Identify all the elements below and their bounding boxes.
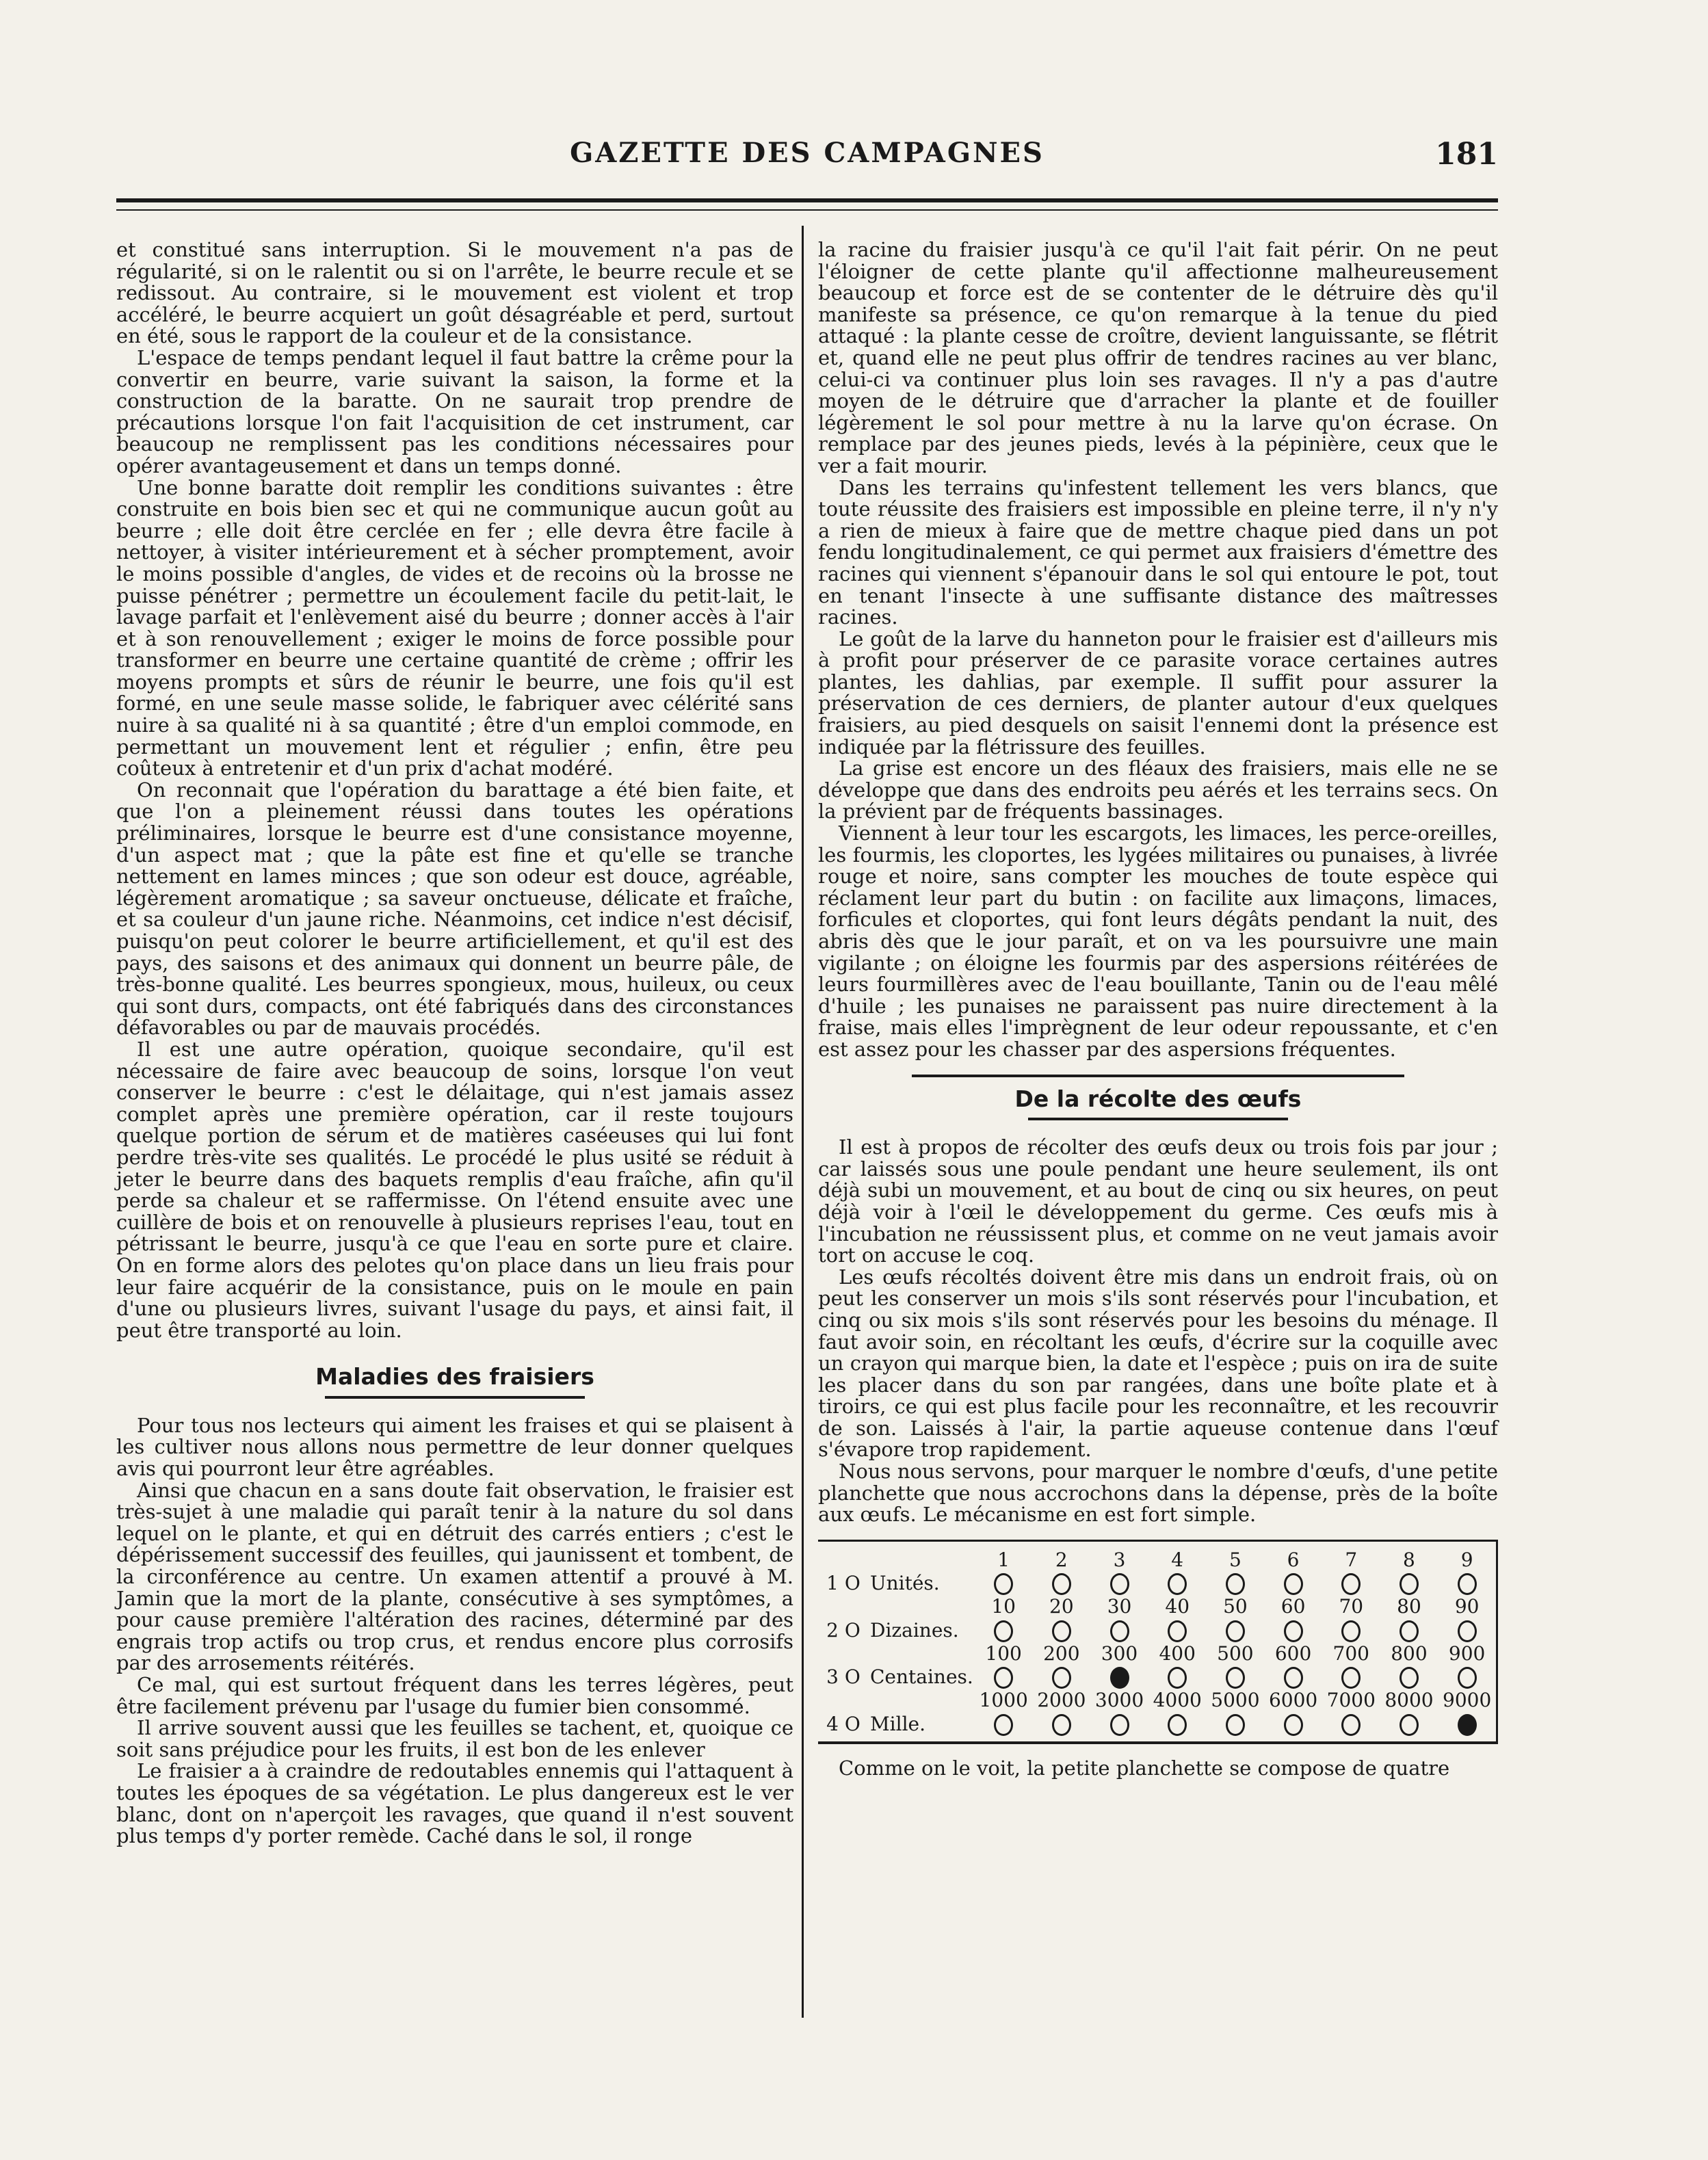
paragraph: Les œufs récoltés doivent être mis dans un endroit frais, où on peut les conserver un mois s'ils sont réservés pour l'incubation, et cinq ou six mois s'ils sont réservés pour les besoins du ménage. Il faut avoir soin, en récoltant les œufs, d'écrire sur la coquille avec un crayon qui marque bien, la date et l'espèce ; puis on ira de suite les placer dans du son par rangées, dans une boîte plate et à tiroirs, ce qui est plus facile pour les reconnaître, et les recouvrir de son. Laissés à l'air, la partie aqueuse contenue dans l'œuf s'évapore trop rapidement. bbox=[818, 1265, 1498, 1462]
place-value-number: 400 bbox=[1159, 1642, 1196, 1665]
peg-hole-cell bbox=[1380, 1665, 1438, 1689]
peg-hole-cell bbox=[1207, 1618, 1265, 1642]
peg-hole-icon bbox=[1052, 1667, 1071, 1689]
place-value-number: 100 bbox=[985, 1642, 1022, 1665]
paragraph: Ainsi que chacun en a sans doute fait observation, le fraisier est très-sujet à une maladie qui paraît tenir à la nature du sol dans lequel on le plante, et qui en détruit des carrés entiers ; c'est le dépérissement successif des feuilles, qui jaunissent et tombent, de la circonférence au centre. Un examen attentif a prouvé à M. Jamin que la mort de la plante, consécutive à ses symptômes, a pour cause première l'altération des racines, déterminé par des engrais trop actifs ou trop crus, et rendus encore plus corrosifs par des arrosements réitérés. bbox=[116, 1478, 793, 1675]
section-title-oeufs: De la récolte des œufs bbox=[1014, 1085, 1302, 1112]
footer-text: Comme on le voit, la petite planchette se compose de quatre bbox=[839, 1756, 1450, 1780]
place-value-number: 8000 bbox=[1384, 1689, 1434, 1712]
peg-hole-icon bbox=[1110, 1714, 1129, 1736]
paragraph: La grise est encore un des fléaux des fraisiers, mais elle ne se développe que dans des endroits peu aérés et les terrains secs. On la prévient par de fréquents bassinages. bbox=[818, 756, 1498, 824]
peg-hole-icon bbox=[1400, 1714, 1419, 1736]
place-value-number: 600 bbox=[1274, 1642, 1312, 1665]
peg-hole-icon bbox=[1168, 1573, 1187, 1595]
column-divider bbox=[802, 226, 804, 2018]
place-value-number: 9 bbox=[1460, 1548, 1473, 1571]
place-value-number: 80 bbox=[1397, 1595, 1421, 1618]
row-id: 3 O bbox=[826, 1665, 860, 1689]
section-rule bbox=[1028, 1118, 1288, 1120]
peg-hole-cell bbox=[1438, 1572, 1496, 1596]
paragraph: et constitué sans interruption. Si le mouvement n'a pas de régularité, si on le ralentit ou si on l'arrête, le beurre recule et se redissout. Au contraire, si le mouvement est violent et trop accéléré, le beurre acquiert un goût désagréable et perd, surtout en été, sous le rapport de la couleur et de la consistance. bbox=[116, 238, 793, 348]
peg-hole-cell bbox=[1322, 1712, 1380, 1736]
place-value-number: 700 bbox=[1332, 1642, 1369, 1665]
counts-table bbox=[818, 1549, 1496, 1736]
peg-hole-cell bbox=[1380, 1712, 1438, 1736]
place-value-number: 2 bbox=[1055, 1548, 1068, 1571]
table-row-circles bbox=[818, 1712, 1496, 1736]
place-value-number: 2000 bbox=[1037, 1689, 1086, 1712]
row-label-spacer bbox=[869, 1642, 975, 1665]
place-value-number: 6 bbox=[1287, 1548, 1300, 1571]
paragraph: Nous nous servons, pour marquer le nombre d'œufs, d'une petite planchette que nous accrochons dans la dépense, près de la boîte aux œufs. Le mécanisme en est fort simple. bbox=[818, 1460, 1498, 1527]
paragraph: Une bonne baratte doit remplir les conditions suivantes : être construite en bois bien sec et qui ne communique aucun goût au beurre ; elle doit être cerclée en fer ; elle devra être facile à nettoyer, à visiter intérieurement et à sécher promptement, avoir le moins possible d'angles, de vides et de recoins où la brosse ne puisse pénétrer ; permettre un écoulement facile du petit-lait, le lavage parfait et l'enlèvement aisé du beurre ; donner accès à l'air et à son renouvellement ; exiger le moins de force possible pour transformer en beurre une certaine quantité de crème ; offrir les moyens prompts et sûrs de réunir le beurre, une fois qu'il est formé, en une seule masse solide, le fabriquer avec célérité sans nuire à sa qualité ni à sa quantité ; être d'un emploi commode, en permettant un mouvement lent et régulier ; enfin, être peu coûteux à entretenir et d'un prix d'achat modéré. bbox=[116, 475, 793, 780]
peg-hole-cell bbox=[1090, 1712, 1148, 1736]
place-value-number: 3000 bbox=[1094, 1689, 1144, 1712]
peg-hole-cell bbox=[1090, 1572, 1148, 1596]
peg-hole-icon bbox=[1284, 1714, 1303, 1736]
peg-filled-icon bbox=[1110, 1667, 1129, 1689]
peg-hole-cell bbox=[1033, 1618, 1091, 1642]
peg-hole-cell bbox=[1148, 1712, 1207, 1736]
row-label: Mille. bbox=[870, 1712, 926, 1735]
place-value-number: 6000 bbox=[1268, 1689, 1318, 1712]
paragraph: Il est à propos de récolter des œufs deux ou trois fois par jour ; car laissés sous une poule pendant une heure seulement, ils ont déjà subi un mouvement, et au bout de cinq ou six heures, on peut déjà voir à l'œil le développement du germe. Ces œufs mis à l'incubation ne réussissent plus, et comme on ne veut jamais avoir tort on accuse le coq. bbox=[818, 1135, 1498, 1267]
peg-hole-cell bbox=[975, 1572, 1033, 1596]
peg-hole-icon bbox=[1052, 1573, 1071, 1595]
peg-hole-icon bbox=[1168, 1714, 1187, 1736]
peg-hole-icon bbox=[1168, 1620, 1187, 1642]
paragraph: L'espace de temps pendant lequel il faut battre la crême pour la convertir en beurre, varie suivant la saison, la forme et la construction de la baratte. On ne saurait trop prendre de précautions lorsque l'on fait l'acquisition de cet instrument, car beaucoup ne remplissent pas les conditions nécessaires pour opérer avantageusement et dans un temps donné. bbox=[116, 345, 793, 477]
row-label: Dizaines. bbox=[870, 1618, 959, 1642]
place-value-number: 4 bbox=[1171, 1548, 1184, 1571]
peg-hole-cell bbox=[1207, 1712, 1265, 1736]
place-value-number: 8 bbox=[1403, 1548, 1415, 1571]
peg-hole-icon bbox=[1226, 1620, 1245, 1642]
row-id-spacer bbox=[818, 1595, 869, 1618]
peg-hole-icon bbox=[1052, 1714, 1071, 1736]
peg-hole-cell bbox=[1264, 1572, 1322, 1596]
place-value-number: 4000 bbox=[1153, 1689, 1202, 1712]
peg-hole-cell bbox=[1090, 1618, 1148, 1642]
peg-hole-cell bbox=[1207, 1665, 1265, 1689]
paragraph: Pour tous nos lecteurs qui aiment les fraises et qui se plaisent à les cultiver nous allons nous permettre de leur donner quelques avis qui pourront leur être agréables. bbox=[116, 1413, 793, 1481]
peg-hole-icon bbox=[1458, 1667, 1477, 1689]
peg-hole-icon bbox=[1110, 1620, 1129, 1642]
peg-hole-cell bbox=[1033, 1665, 1091, 1689]
peg-hole-icon bbox=[1052, 1620, 1071, 1642]
place-value-number: 5 bbox=[1229, 1548, 1241, 1571]
place-value-number: 30 bbox=[1107, 1595, 1132, 1618]
peg-hole-cell bbox=[975, 1665, 1033, 1689]
peg-hole-cell bbox=[1264, 1618, 1322, 1642]
peg-hole-cell bbox=[1148, 1572, 1207, 1596]
row-id: 4 O bbox=[826, 1712, 860, 1735]
page-number: 181 bbox=[1435, 137, 1498, 172]
peg-hole-cell bbox=[975, 1618, 1033, 1642]
peg-hole-icon bbox=[1341, 1667, 1361, 1689]
section-rule bbox=[325, 1396, 585, 1399]
peg-hole-cell bbox=[1438, 1618, 1496, 1642]
peg-hole-icon bbox=[1341, 1573, 1361, 1595]
peg-filled-icon bbox=[1458, 1714, 1477, 1736]
right-column bbox=[818, 239, 1498, 1779]
row-label-spacer bbox=[869, 1595, 975, 1618]
place-value-number: 90 bbox=[1454, 1595, 1480, 1618]
peg-hole-cell bbox=[1322, 1572, 1380, 1596]
peg-hole-cell bbox=[1148, 1665, 1207, 1689]
peg-hole-cell bbox=[1322, 1618, 1380, 1642]
peg-hole-icon bbox=[1400, 1667, 1419, 1689]
place-value-number: 7000 bbox=[1326, 1689, 1376, 1712]
paragraph: Viennent à leur tour les escargots, les limaces, les perce-oreilles, les fourmis, les cloportes, les lygées militaires ou punaises, à livrée rouge et noire, sans compter les mouches de toute espèce qui réclament leur part du butin : on facilite aux limaçons, limaces, forficules et cloportes, qui font leurs dégâts pendant la nuit, des abris dès que le jour paraît, et on va les poursuivre une main vigilante ; on éloigne les fourmis par des aspersions réitérées de leurs fourmillères avec de l'eau bouillante, Tanin ou de l'eau mêlé d'huile ; les punaises ne paraissent pas nuire directement à la fraise, mais elles l'imprègnent de leur odeur repoussante, et c'en est assez pour les chasser par des aspersions fréquentes. bbox=[818, 821, 1498, 1061]
peg-hole-icon bbox=[1226, 1573, 1245, 1595]
place-value-number: 50 bbox=[1223, 1595, 1248, 1618]
row-label-spacer bbox=[869, 1549, 975, 1572]
row-label-spacer bbox=[869, 1689, 975, 1712]
peg-hole-icon bbox=[1458, 1573, 1477, 1595]
place-value-number: 900 bbox=[1448, 1642, 1486, 1665]
place-value-number: 70 bbox=[1339, 1595, 1364, 1618]
peg-hole-icon bbox=[1400, 1620, 1419, 1642]
row-id-spacer bbox=[818, 1549, 869, 1572]
peg-hole-cell bbox=[1148, 1618, 1207, 1642]
place-value-number: 800 bbox=[1391, 1642, 1428, 1665]
place-value-number: 3 bbox=[1113, 1548, 1126, 1571]
place-value-number: 200 bbox=[1043, 1642, 1080, 1665]
peg-hole-cell bbox=[1090, 1665, 1148, 1689]
paragraph: Ce mal, qui est surtout fréquent dans les terres légères, peut être facilement prévenu par l'usage du fumier bien consommé. bbox=[116, 1673, 793, 1718]
place-value-number: 5000 bbox=[1211, 1689, 1260, 1712]
peg-hole-icon bbox=[1400, 1573, 1419, 1595]
paragraph: Le goût de la larve du hanneton pour le fraisier est d'ailleurs mis à profit pour préserver de ce parasite vorace certaines autres plantes, les dahlias, par exemple. Il suffit pour assurer la préservation de ces derniers, de planter autour d'eux quelques fraisiers, au pied desquels on saisit l'ennemi dont la présence est indiquée par la flétrissure des feuilles. bbox=[818, 627, 1498, 759]
place-value-number: 7 bbox=[1345, 1548, 1358, 1571]
peg-hole-icon bbox=[1284, 1573, 1303, 1595]
peg-hole-icon bbox=[994, 1573, 1013, 1595]
peg-hole-cell bbox=[1438, 1712, 1496, 1736]
place-value-number: 10 bbox=[991, 1595, 1016, 1618]
table-row-numbers bbox=[818, 1549, 1496, 1572]
place-value-number: 500 bbox=[1217, 1642, 1254, 1665]
peg-hole-icon bbox=[1341, 1620, 1361, 1642]
header-rule bbox=[116, 198, 1498, 211]
row-id-spacer bbox=[818, 1642, 869, 1665]
place-value-number: 300 bbox=[1101, 1642, 1138, 1665]
place-value-number: 1000 bbox=[979, 1689, 1028, 1712]
page-header bbox=[116, 137, 1498, 178]
place-value-number: 1 bbox=[997, 1548, 1010, 1571]
peg-hole-icon bbox=[1110, 1573, 1129, 1595]
row-id: 2 O bbox=[826, 1618, 860, 1642]
peg-hole-icon bbox=[1284, 1667, 1303, 1689]
place-value-number: 60 bbox=[1280, 1595, 1306, 1618]
peg-hole-icon bbox=[994, 1620, 1013, 1642]
peg-hole-icon bbox=[994, 1714, 1013, 1736]
peg-hole-cell bbox=[1207, 1572, 1265, 1596]
peg-hole-cell bbox=[1380, 1618, 1438, 1642]
peg-hole-cell bbox=[1264, 1712, 1322, 1736]
peg-hole-icon bbox=[1168, 1667, 1187, 1689]
table-row-numbers bbox=[818, 1642, 1496, 1665]
egg-counter-table bbox=[818, 1540, 1498, 1744]
paragraph: Il arrive souvent aussi que les feuilles se tachent, et, quoique ce soit sans préjudice pour les fruits, il est bon de les enlever bbox=[116, 1716, 793, 1761]
table-row-numbers bbox=[818, 1689, 1496, 1712]
paragraph: Dans les terrains qu'infestent tellement les vers blancs, que toute réussite des fraisiers est impossible en pleine terre, il n'y n'y a rien de mieux à faire que de mettre chaque pied dans un pot fendu longitudinalement, ce qui permet aux fraisiers d'émettre des racines qui viennent s'épanouir dans le sol qui entoure le pot, tout en tenant l'insecte à une suffisante distance des maîtresses racines. bbox=[818, 475, 1498, 629]
peg-hole-icon bbox=[994, 1667, 1013, 1689]
paragraph: Le fraisier a à craindre de redoutables ennemis qui l'attaquent à toutes les époques de sa végétation. Le plus dangereux est le ver blanc, dont on n'aperçoit les ravages, que quand il n'est souvent plus temps d'y porter remède. Caché dans le sol, il ronge bbox=[116, 1759, 793, 1848]
peg-hole-cell bbox=[1380, 1572, 1438, 1596]
row-label: Centaines. bbox=[870, 1665, 973, 1689]
peg-hole-cell bbox=[1264, 1665, 1322, 1689]
place-value-number: 20 bbox=[1049, 1595, 1074, 1618]
paragraph: la racine du fraisier jusqu'à ce qu'il l'ait fait périr. On ne peut l'éloigner de cette plante qu'il affectionne malheureusement beaucoup et force est de se contenter de le détruire dès qu'il manifeste sa présence, ce qu'on remarque à la tenue du pied attaqué : la plante cesse de croître, devient languissante, se flétrit et, quand elle ne peut plus offrir de tendres racines au ver blanc, celui-ci va continuer plus loin ses ravages. Il n'y a pas d'autre moyen de le détruire que d'arracher la plante et de fouiller légèrement le sol pour mettre à nu la larve qu'on écrase. On remplace par des jeunes pieds, levés à la pépinière, ceux que le ver a fait mourir. bbox=[818, 238, 1498, 477]
paragraph: On reconnait que l'opération du barattage a été bien faite, et que l'on a pleinement réussi dans toutes les opérations préliminaires, lorsque le beurre est d'une consistance moyenne, d'un aspect mat ; que la pâte est fine et qu'elle se tranche nettement en lames minces ; que son odeur est douce, agréable, légèrement aromatique ; sa saveur onctueuse, délicate et fraîche, et sa couleur d'un jaune riche. Néanmoins, cet indice n'est décisif, puisqu'on peut colorer le beurre artificiellement, et qu'il est des pays, des saisons et des animaux qui donnent un beurre pâle, de très-bonne qualité. Les beurres spongieux, mous, huileux, ou ceux qui sont durs, compacts, ont été fabriqués dans des circonstances défavorables ou par de mauvais procédés. bbox=[116, 778, 793, 1040]
place-value-number: 9000 bbox=[1443, 1689, 1492, 1712]
table-row-numbers bbox=[818, 1595, 1496, 1618]
table-row-circles bbox=[818, 1618, 1496, 1642]
peg-hole-cell bbox=[975, 1712, 1033, 1736]
peg-hole-icon bbox=[1226, 1667, 1245, 1689]
row-id: 1 O bbox=[826, 1572, 860, 1595]
place-value-number: 40 bbox=[1165, 1595, 1190, 1618]
section-title-fraisiers: Maladies des fraisiers bbox=[315, 1363, 594, 1391]
table-row-circles bbox=[818, 1665, 1496, 1689]
peg-hole-cell bbox=[1033, 1572, 1091, 1596]
newspaper-title: GAZETTE DES CAMPAGNES bbox=[570, 137, 1044, 169]
peg-hole-icon bbox=[1226, 1714, 1245, 1736]
row-id-spacer bbox=[818, 1689, 869, 1712]
peg-hole-icon bbox=[1341, 1714, 1361, 1736]
peg-hole-cell bbox=[1033, 1712, 1091, 1736]
peg-hole-icon bbox=[1458, 1620, 1477, 1642]
peg-hole-cell bbox=[1438, 1665, 1496, 1689]
peg-hole-cell bbox=[1322, 1665, 1380, 1689]
left-column bbox=[116, 239, 793, 1847]
row-label: Unités. bbox=[870, 1572, 940, 1595]
table-row-circles bbox=[818, 1572, 1496, 1596]
section-rule bbox=[912, 1075, 1404, 1077]
paragraph: Il est une autre opération, quoique secondaire, qu'il est nécessaire de faire avec beaucoup de soins, lorsque l'on veut conserver le beurre : c'est le délaitage, qui n'est jamais assez complet après une première opération, car il reste toujours quelque portion de sérum et de matières caséeuses qui lui font perdre très-vite ses qualités. Le procédé le plus usité se réduit à jeter le beurre dans des baquets remplis d'eau fraîche, afin qu'il perde sa chaleur et se raffermisse. On l'étend ensuite avec une cuillère de bois et on renouvelle à plusieurs reprises l'eau, tout en pétrissant le beurre, jusqu'à ce que l'eau en sorte pure et claire. On en forme alors des pelotes qu'on place dans un lieu frais pour leur faire acquérir de la consistance, puis on le moule en pain d'une ou plusieurs livres, suivant l'usage du pays, et ainsi fait, il peut être transporté au loin. bbox=[116, 1037, 793, 1342]
peg-hole-icon bbox=[1284, 1620, 1303, 1642]
